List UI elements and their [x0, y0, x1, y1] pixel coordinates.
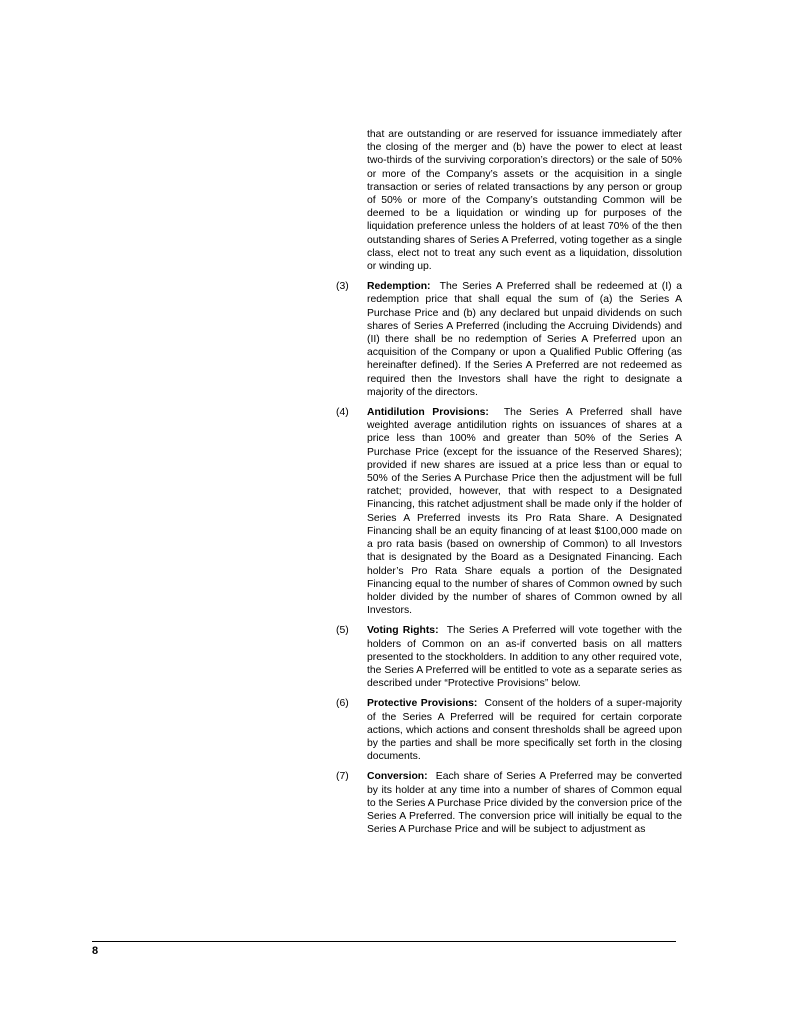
item-protective-provisions [336, 697, 682, 763]
item-paragraph [367, 624, 682, 690]
item-heading: Conversion: [367, 771, 428, 783]
item-text: The Series A Preferred shall be redeemed at (I) a redemption price that shall equal the sum of (a) the Series A Purchase Price and (b) any declared but unpaid dividends on such shares of Series A Preferred (including the Accruing Dividends) and (II) there shall be no redemption of Series A Preferred upon an acquisition of the Company or upon a Qualified Public Offering (as hereinafter defined). If the Series A Preferred are not redeemed as required then the Investors shall have the right to designate a majority of the directors. [367, 281, 682, 398]
item-paragraph [367, 770, 682, 836]
continuation-paragraph: that are outstanding or are reserved for issuance immediately after the closing of the merger and (b) have the power to elect at least two-thirds of the surviving corporation’s directors) or the sale of 50% or more of the Company’s assets or the acquisition in a single transaction or series of related transactions by any person or group of 50% or more of the Company’s outstanding Common will be deemed to be a liquidation or winding up for purposes of the liquidation preference unless the holders of at least 70% of the then outstanding shares of Series A Preferred, voting together as a single class, elect not to treat any such event as a liquidation, dissolution or winding up. [367, 129, 682, 273]
item-heading: Protective Provisions: [367, 698, 478, 710]
item-redemption [336, 280, 682, 399]
item-number: (4) [336, 407, 349, 419]
item-number: (7) [336, 771, 349, 783]
item-paragraph [367, 280, 682, 399]
item-text: Each share of Series A Preferred may be converted by its holder at any time into a number of shares of Common equal to the Series A Purchase Price divided by the conversion price of the Series A Preferred. The conversion price will initially be equal to the Series A Purchase Price and will be subject to adjustment as [367, 771, 682, 836]
footer-divider [92, 941, 676, 942]
item-number: (3) [336, 281, 349, 293]
item-text: The Series A Preferred shall have weighted average antidilution rights on issuances of shares at a price less than 100% and greater than 50% of the Series A Purchase Price (except for the issuance of the Reserved Shares); provided if new shares are issued at a price less than or equal to 50% of the Series A Purchase Price then the adjustment will be full ratchet; provided, however, that with respect to a Designated Financing, this ratchet adjustment shall be made only if the holder of Series A Preferred invests its Pro Rata Share. A Designated Financing shall be an equity financing of at least $100,000 made on a pro rata basis (based on ownership of Common) to all Investors that is designated by the Board as a Designated Financing. Each holder’s Pro Rata Share equals a portion of the Designated Financing equal to the number of shares of Common owned by such holder divided by the number of shares of Common owned by all Investors. [367, 407, 682, 617]
page-number: 8 [92, 945, 99, 957]
item-paragraph [367, 697, 682, 763]
item-heading: Voting Rights: [367, 625, 439, 637]
item-number: (5) [336, 625, 349, 637]
item-text: Consent of the holders of a super-majority of the Series A Preferred will be required for certain corporate actions, which actions and consent thresholds shall be agreed upon by the parties and shall be more specifically set forth in the closing documents. [367, 698, 683, 763]
item-paragraph [367, 406, 682, 617]
item-heading: Redemption: [367, 281, 431, 293]
body-text [336, 128, 682, 843]
item-heading: Antidilution Provisions: [367, 407, 489, 419]
item-antidilution-provisions [336, 406, 682, 617]
item-number: (6) [336, 698, 349, 710]
item-text: The Series A Preferred will vote together with the holders of Common on an as-if converted basis on all matters presented to the stockholders. In addition to any other required vote, the Series A Preferred will be entitled to vote as a separate series as described under “Protective Provisions” below. [367, 625, 683, 690]
item-conversion [336, 770, 682, 836]
item-voting-rights [336, 624, 682, 690]
